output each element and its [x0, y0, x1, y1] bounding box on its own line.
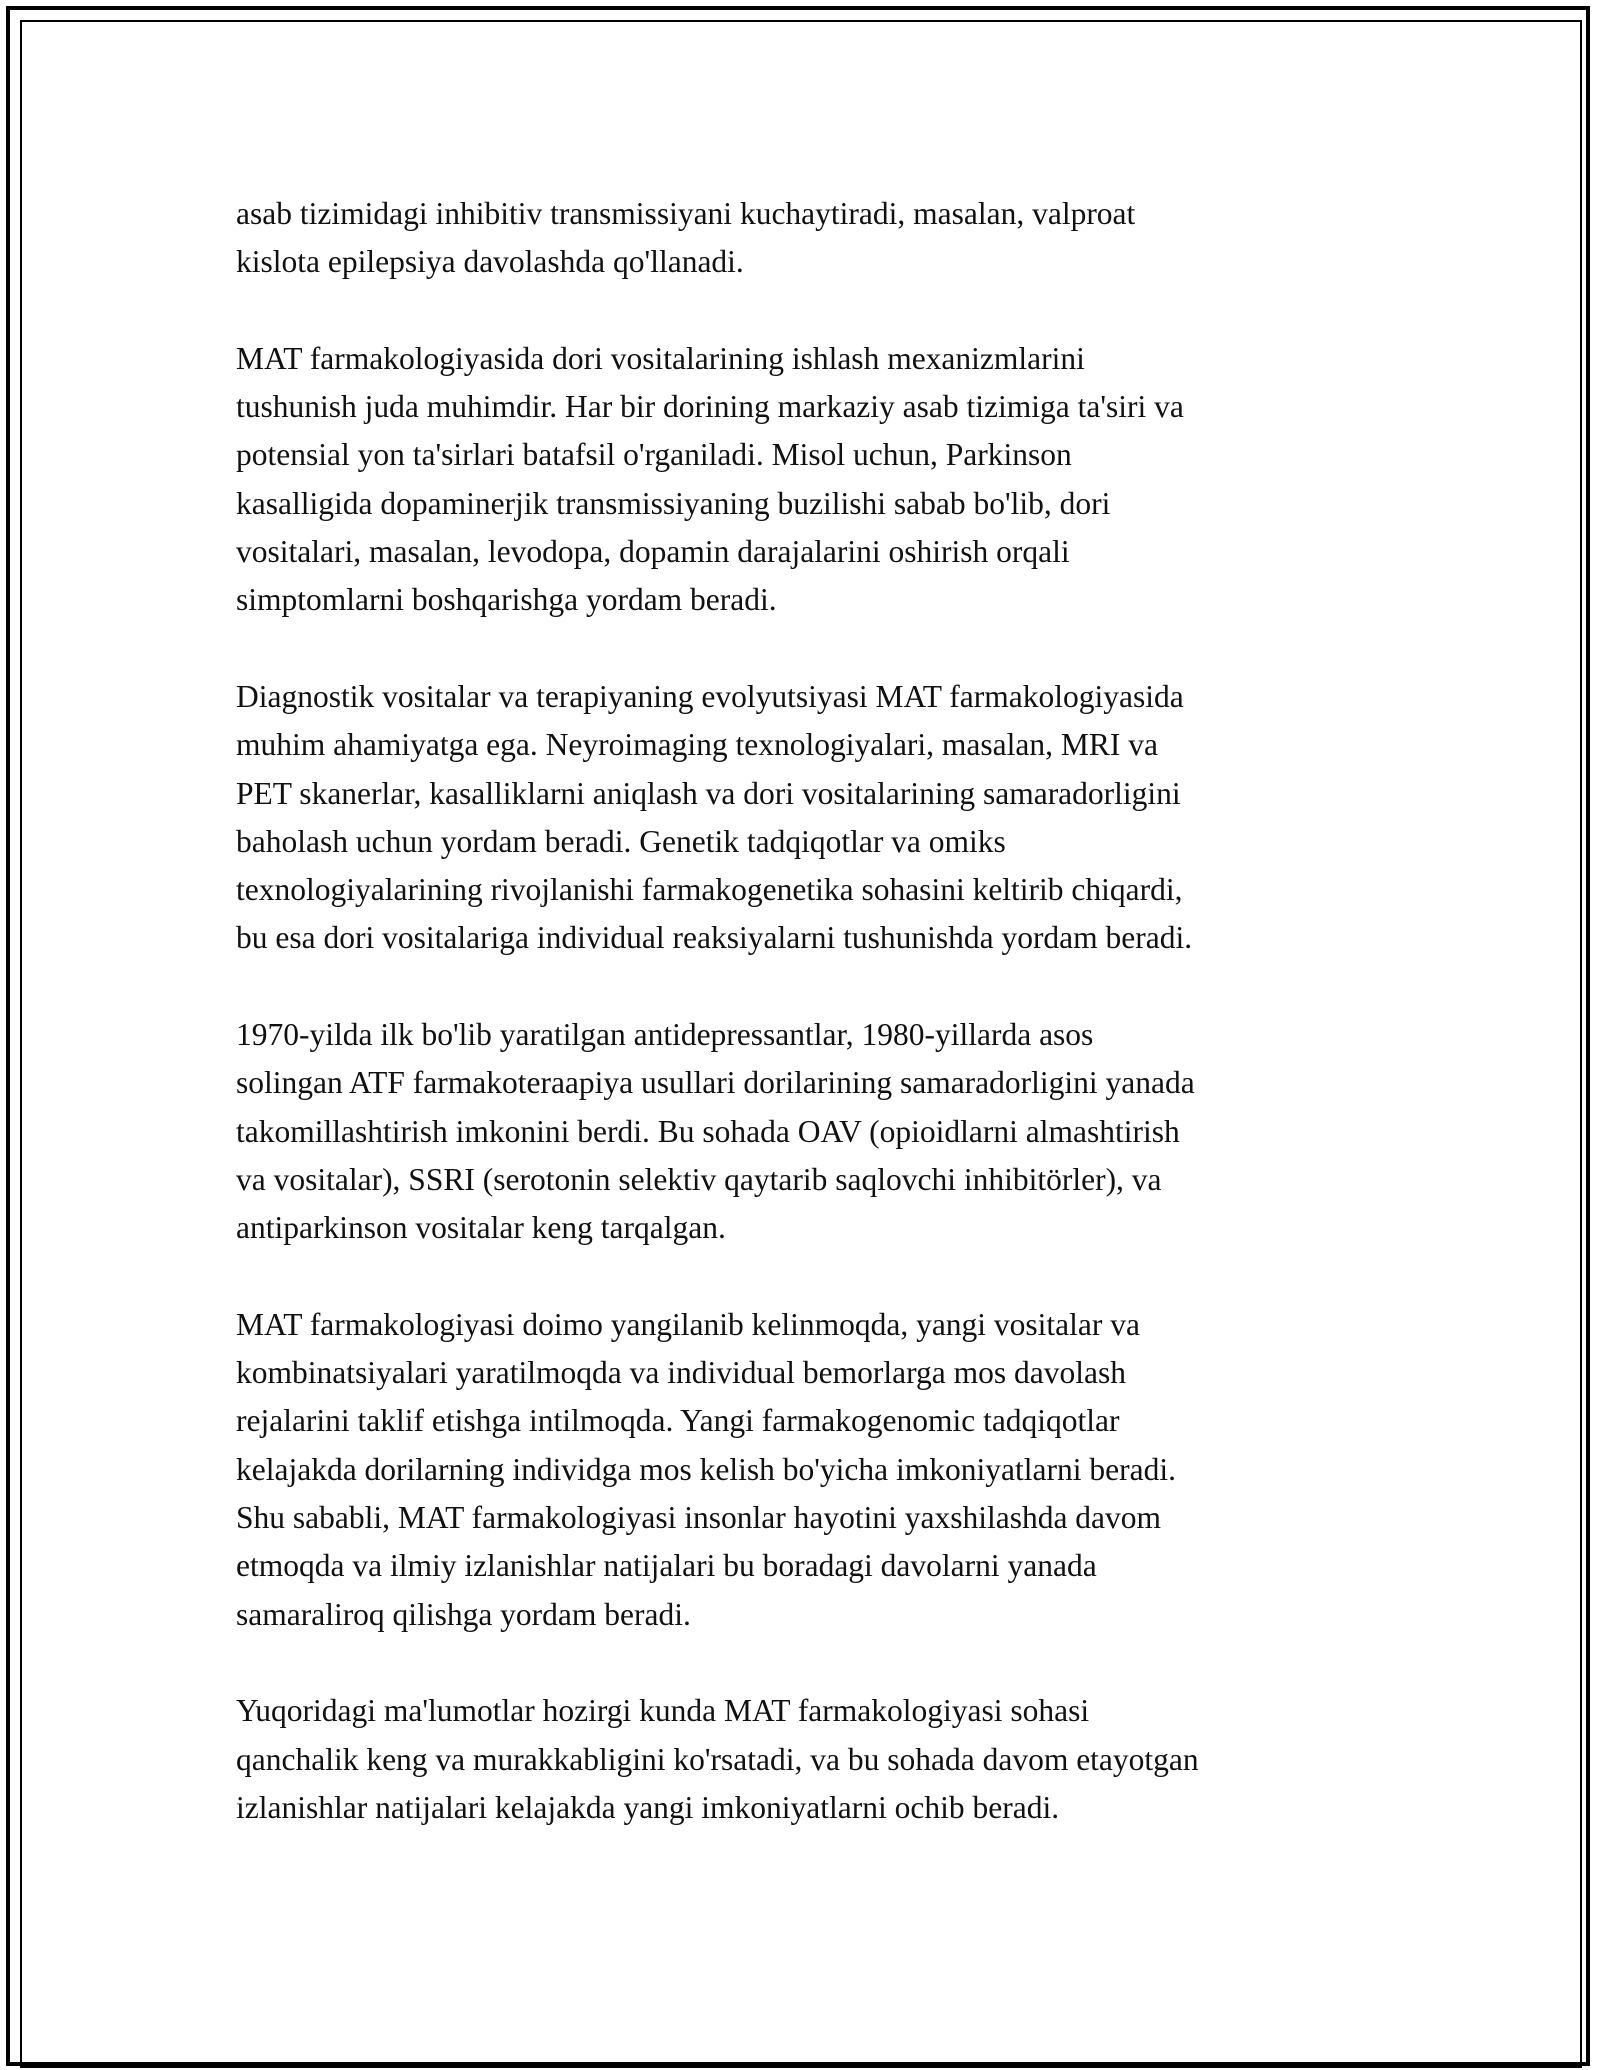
paragraph-1: asab tizimidagi inhibitiv transmissiyani kuchaytiradi, masalan, valproat kislota epilepsiya davolashda qo'llanadi.	[236, 196, 1136, 280]
paragraph-6: Yuqoridagi ma'lumotlar hozirgi kunda MAT farmakologiyasi sohasi qanchalik keng va murakkabligini ko'rsatadi, va bu sohada davom etayotgan izlanishlar natijalari kelajakda yangi imkoniyatlarni ochib beradi.	[236, 1693, 1199, 1825]
paragraph-5: MAT farmakologiyasi doimo yangilanib kelinmoqda, yangi vositalar va kombinatsiyalari yaratilmoqda va individual bemorlarga mos davolash rejalarini taklif etishga intilmoqda. Yangi farmakogenomic tadqiqotlar kelajakda dorilarning individga mos kelish bo'yicha imkoniyatlarni beradi. Shu sababli, MAT farmakologiyasi insonlar hayotini yaxshilashda davom etmoqda va ilmiy izlanishlar natijalari bu boradagi davolarni yanada samaraliroq qilishga yordam beradi.	[236, 1306, 1176, 1632]
paragraph-2: MAT farmakologiyasida dori vositalarining ishlash mexanizmlarini tushunish juda muhimdir. Har bir dorining markaziy asab tizimiga ta'siri va potensial yon ta'sirlari batafsil o'rganiladi. Misol uchun, Parkinson kasalligida dopaminerjik transmissiyaning buzilishi sabab bo'lib, dori vositalari, masalan, levodopa, dopamin darajalarini oshirish orqali simptomlarni boshqarishga yordam beradi.	[236, 340, 1184, 618]
paragraph-3: Diagnostik vositalar va terapiyaning evolyutsiyasi MAT farmakologiyasida muhim ahamiyatga ega. Neyroimaging texnologiyalari, masalan, MRI va PET skanerlar, kasalliklarni aniqlash va dori vositalarining samaradorligini baholash uchun yordam beradi. Genetik tadqiqotlar va omiks texnologiyalarining rivojlanishi farmakogenetika sohasini keltirib chiqardi, bu esa dori vositalariga individual reaksiyalarni tushunishda yordam beradi.	[236, 678, 1193, 956]
paragraph-4: 1970-yilda ilk bo'lib yaratilgan antidepressantlar, 1980-yillarda asos solingan ATF farmakoteraapiya usullari dorilarining samaradorligini yanada takomillashtirish imkonini berdi. Bu sohada OAV (opioidlarni almashtirish va vositalar), SSRI (serotonin selektiv qaytarib saqlovchi inhibitörler), va antiparkinson vositalar keng tarqalgan.	[236, 1017, 1195, 1246]
document-body	[236, 190, 1386, 1880]
